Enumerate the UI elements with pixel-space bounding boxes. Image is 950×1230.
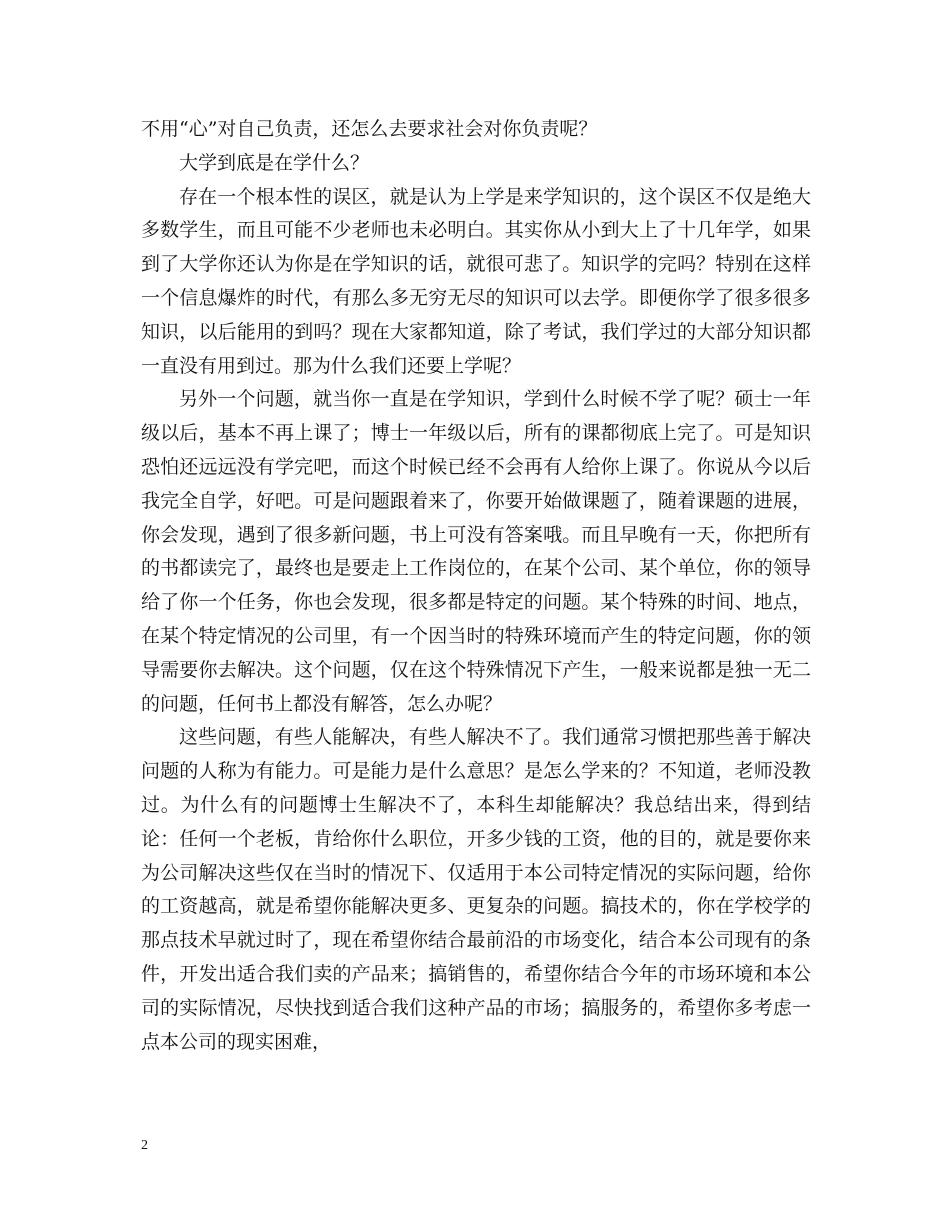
page-number: 2 [141, 1138, 148, 1153]
document-body [141, 113, 811, 1059]
paragraph-5: 这些问题，有些人能解决，有些人解决不了。我们通常习惯把那些善于解决问题的人称为有能力。可是能力是什么意思？是怎么学来的？不知道，老师没教过。为什么有的问题博士生解决不了，本科生却能解决？我总结出来，得到结论：任何一个老板，肯给你什么职位，开多少钱的工资，他的目的，就是要你来为公司解决这些仅在当时的情况下、仅适用于本公司特定情况的实际问题，给你的工资越高，就是希望你能解决更多、更复杂的问题。搞技术的，你在学校学的那点技术早就过时了，现在希望你结合最前沿的市场变化，结合本公司现有的条件，开发出适合我们卖的产品来；搞销售的，希望你结合今年的市场环境和本公司的实际情况，尽快找到适合我们这种产品的市场；搞服务的，希望你多考虑一点本公司的现实困难， [141, 726, 811, 1053]
paragraph-1: 不用“心”对自己负责，还怎么去要求社会对你负责呢？ [141, 118, 598, 140]
paragraph-3: 存在一个根本性的误区，就是认为上学是来学知识的，这个误区不仅是绝大多数学生，而且可能不少老师也未必明白。其实你从小到大上了十几年学，如果到了大学你还认为你是在学知识的话，就很可悲了。知识学的完吗？特别在这样一个信息爆炸的时代，有那么多无穷无尽的知识可以去学。即便你学了很多很多知识，以后能用的到吗？现在大家都知道，除了考试，我们学过的大部分知识都一直没有用到过。那为什么我们还要上学呢？ [141, 185, 811, 377]
paragraph-4: 另外一个问题，就当你一直是在学知识，学到什么时候不学了呢？硕士一年级以后，基本不再上课了；博士一年级以后，所有的课都彻底上完了。可是知识恐怕还远远没有学完吧，而这个时候已经不会再有人给你上课了。你说从今以后我完全自学，好吧。可是问题跟着来了，你要开始做课题了，随着课题的进展，你会发现，遇到了很多新问题，书上可没有答案哦。而且早晚有一天，你把所有的书都读完了，最终也是要走上工作岗位的，在某个公司、某个单位，你的领导给了你一个任务，你也会发现，很多都是特定的问题。某个特殊的时间、地点，在某个特定情况的公司里，有一个因当时的特殊环境而产生的特定问题，你的领导需要你去解决。这个问题，仅在这个特殊情况下产生，一般来说都是独一无二的问题，任何书上都没有解答，怎么办呢？ [141, 388, 811, 715]
paragraph-2-heading: 大学到底是在学什么？ [179, 151, 370, 174]
